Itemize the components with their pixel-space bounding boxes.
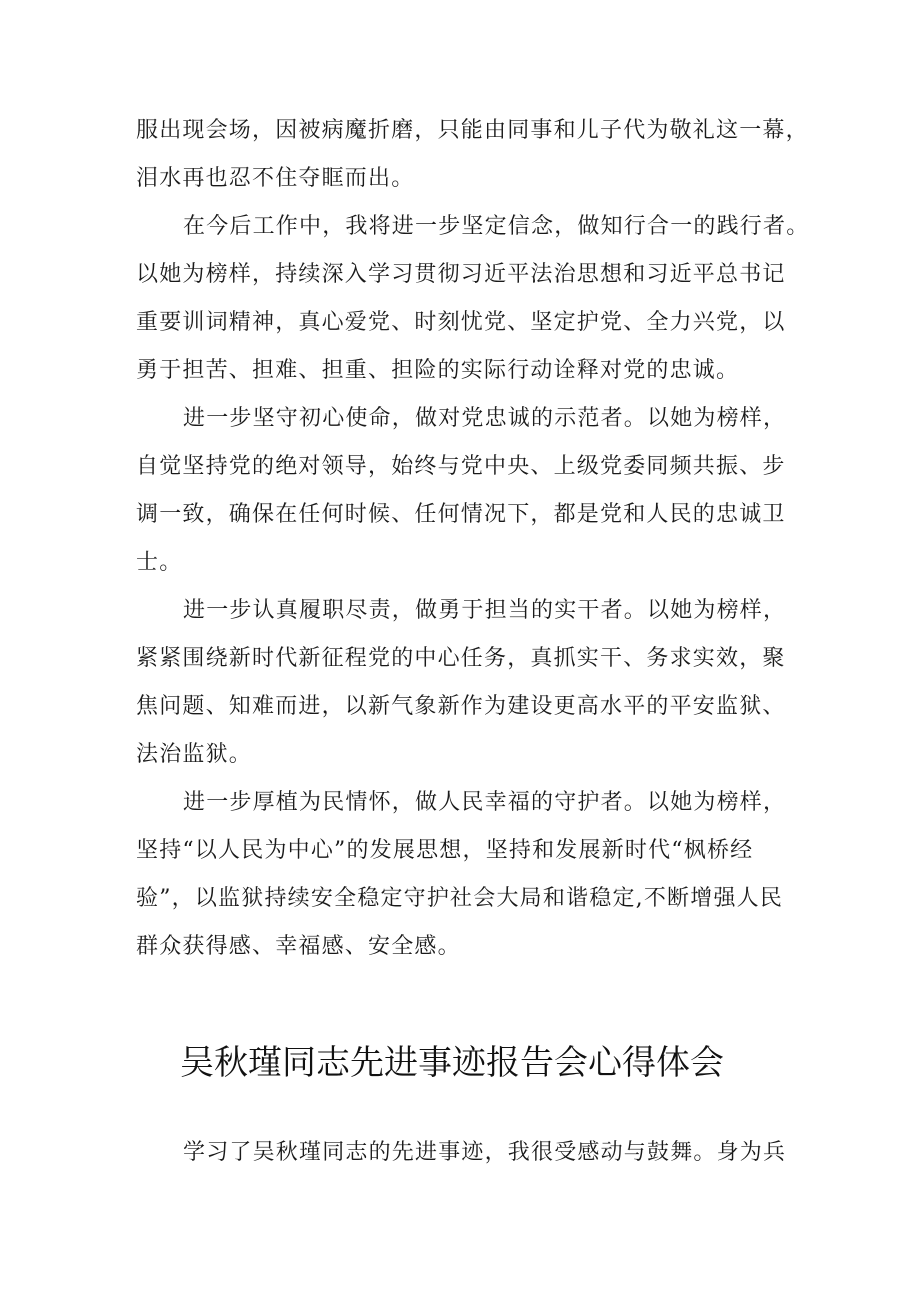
paragraph-line: 法治监狱。 (136, 742, 253, 767)
paragraph-line: 坚持“以人民为中心”的发展思想，坚持和发展新时代“枫桥经 (136, 838, 754, 863)
paragraph-line: 重要训词精神，真心爱党、时刻忧党、坚定护党、全力兴党，以 (136, 310, 786, 335)
paragraph-line: 泪水再也忍不住夺眶而出。 (136, 166, 415, 191)
paragraph-line: 自觉坚持党的绝对领导，始终与党中央、上级党委同频共振、步 (136, 454, 786, 479)
paragraph-line: 紧紧围绕新时代新征程党的中心任务，真抓实干、务求实效，聚 (136, 646, 786, 671)
paragraph-line: 进一步坚守初心使命，做对党忠诚的示范者。以她为榜样， (183, 406, 787, 431)
paragraph-line: 勇于担苦、担难、担重、担险的实际行动诠释对党的忠诚。 (136, 358, 740, 383)
paragraph-line: 进一步认真履职尽责，做勇于担当的实干者。以她为榜样， (183, 598, 787, 623)
paragraph-line: 士。 (136, 550, 183, 575)
paragraph-line: 调一致，确保在任何时候、任何情况下，都是党和人民的忠诚卫 (136, 502, 786, 527)
paragraph-line: 验”，以监狱持续安全稳定守护社会大局和谐稳定,不断增强人民 (136, 886, 784, 911)
article-heading: 吴秋瑾同志先进事迹报告会心得体会 (180, 1043, 724, 1083)
paragraph-line: 焦问题、知难而进，以新气象新作为建设更高水平的平安监狱、 (136, 694, 786, 719)
paragraph-line: 群众获得感、幸福感、安全感。 (136, 934, 461, 959)
paragraph-line: 学习了吴秋瑾同志的先进事迹，我很受感动与鼓舞。身为兵 (183, 1140, 787, 1165)
paragraph-line: 服出现会场，因被病魔折磨，只能由同事和儿子代为敬礼这一幕， (136, 118, 809, 143)
paragraph-line: 在今后工作中，我将进一步坚定信念，做知行合一的践行者。 (183, 214, 810, 239)
paragraph-line: 进一步厚植为民情怀，做人民幸福的守护者。以她为榜样， (183, 790, 787, 815)
paragraph-line: 以她为榜样，持续深入学习贯彻习近平法治思想和习近平总书记 (136, 262, 786, 287)
